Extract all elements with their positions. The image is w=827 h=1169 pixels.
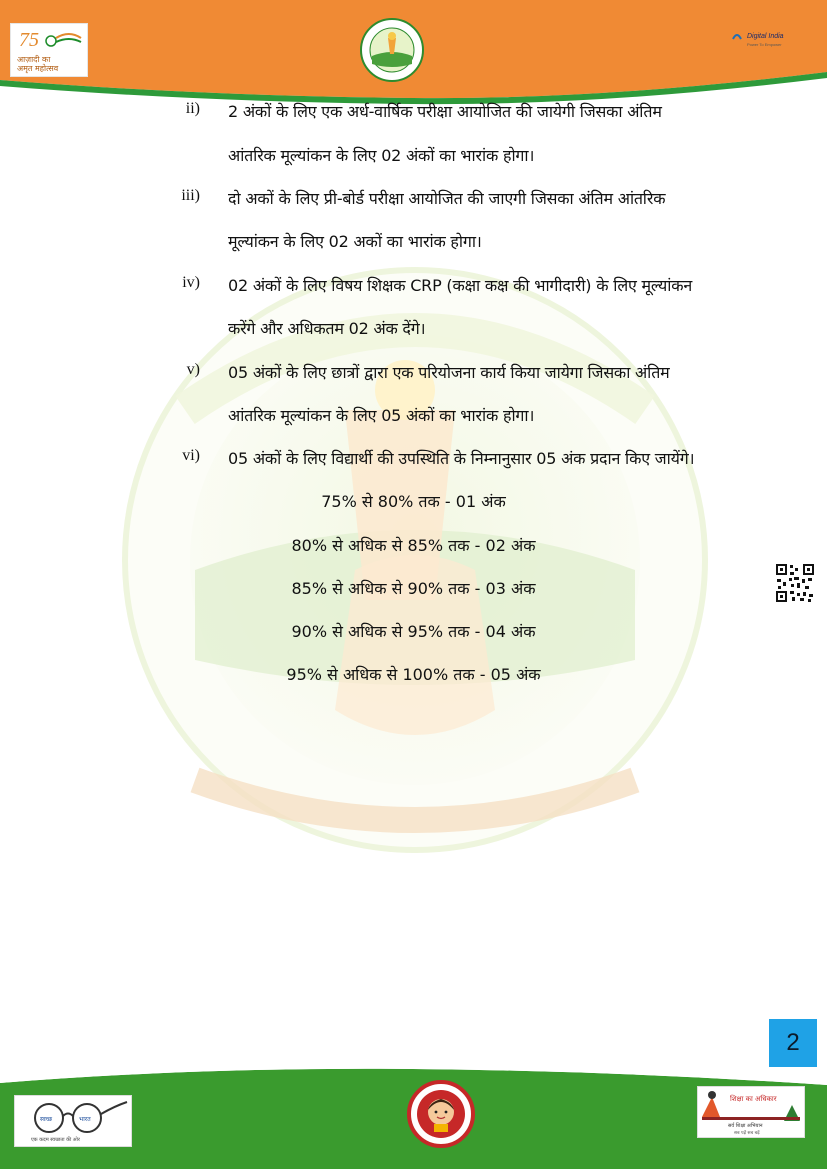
item-number-vi: vi)	[182, 447, 200, 464]
item-iv-line-2: करेंगे और अधिकतम 02 अंक देंगे।	[228, 319, 426, 338]
item-ii-line-1: 2 अंकों के लिए एक अर्ध-वार्षिक परीक्षा आयोजित की जायेगी जिसका अंतिम	[228, 102, 662, 121]
svg-text:सब पढ़ें सब बढ़ें: सब पढ़ें सब बढ़ें	[734, 1131, 760, 1136]
item-iii-line-1: दो अकों के लिए प्री-बोर्ड परीक्षा आयोजित की जाएगी जिसका अंतिम आंतरिक	[228, 189, 666, 208]
svg-text:भारत: भारत	[79, 1116, 91, 1123]
item-vi-line-1: 05 अंकों के लिए विद्यार्थी की उपस्थिति के निम्नानुसार 05 अंक प्रदान किए जायेंगे।	[228, 449, 695, 468]
svg-text:आज़ादी का: आज़ादी का	[17, 55, 51, 64]
svg-text:Power To Empower: Power To Empower	[747, 42, 782, 47]
attendance-range-3: 85% से अधिक से 90% तक - 03 अंक	[291, 579, 536, 598]
item-ii-line-2: आंतरिक मूल्यांकन के लिए 02 अंकों का भारांक होगा।	[228, 146, 535, 165]
attendance-range-4: 90% से अधिक से 95% तक - 04 अंक	[291, 622, 536, 641]
item-number-iii: iii)	[181, 187, 200, 204]
svg-text:शिक्षा का अधिकार: शिक्षा का अधिकार	[730, 1095, 777, 1103]
svg-text:सर्व शिक्षा अभियान: सर्व शिक्षा अभियान	[728, 1123, 763, 1129]
svg-text:स्वच्छ: स्वच्छ	[40, 1116, 53, 1123]
item-iii-line-2: मूल्यांकन के लिए 02 अकों का भारांक होगा।	[228, 232, 482, 251]
attendance-range-5: 95% से अधिक से 100% तक - 05 अंक	[286, 665, 541, 684]
item-v-line-2: आंतरिक मूल्यांकन के लिए 05 अंकों का भारांक होगा।	[228, 406, 535, 425]
item-v-line-1: 05 अंकों के लिए छात्रों द्वारा एक परियोजना कार्य किया जायेगा जिसका अंतिम	[228, 363, 670, 382]
item-number-iv: iv)	[182, 274, 200, 291]
svg-text:Digital India: Digital India	[747, 33, 784, 40]
attendance-range-2: 80% से अधिक से 85% तक - 02 अंक	[291, 536, 536, 555]
item-number-ii: ii)	[185, 100, 200, 117]
attendance-range-1: 75% से 80% तक - 01 अंक	[321, 492, 506, 511]
page-number: 2	[769, 1019, 817, 1067]
item-iv-line-1: 02 अंकों के लिए विषय शिक्षक CRP (कक्षा कक्ष की भागीदारी) के लिए मूल्यांकन	[228, 276, 693, 295]
svg-text:एक कदम स्वच्छता की ओर: एक कदम स्वच्छता की ओर	[31, 1137, 80, 1143]
item-number-v: v)	[186, 361, 200, 378]
svg-text:अमृत महोत्सव: अमृत महोत्सव	[17, 64, 59, 73]
svg-text:75: 75	[19, 29, 39, 51]
